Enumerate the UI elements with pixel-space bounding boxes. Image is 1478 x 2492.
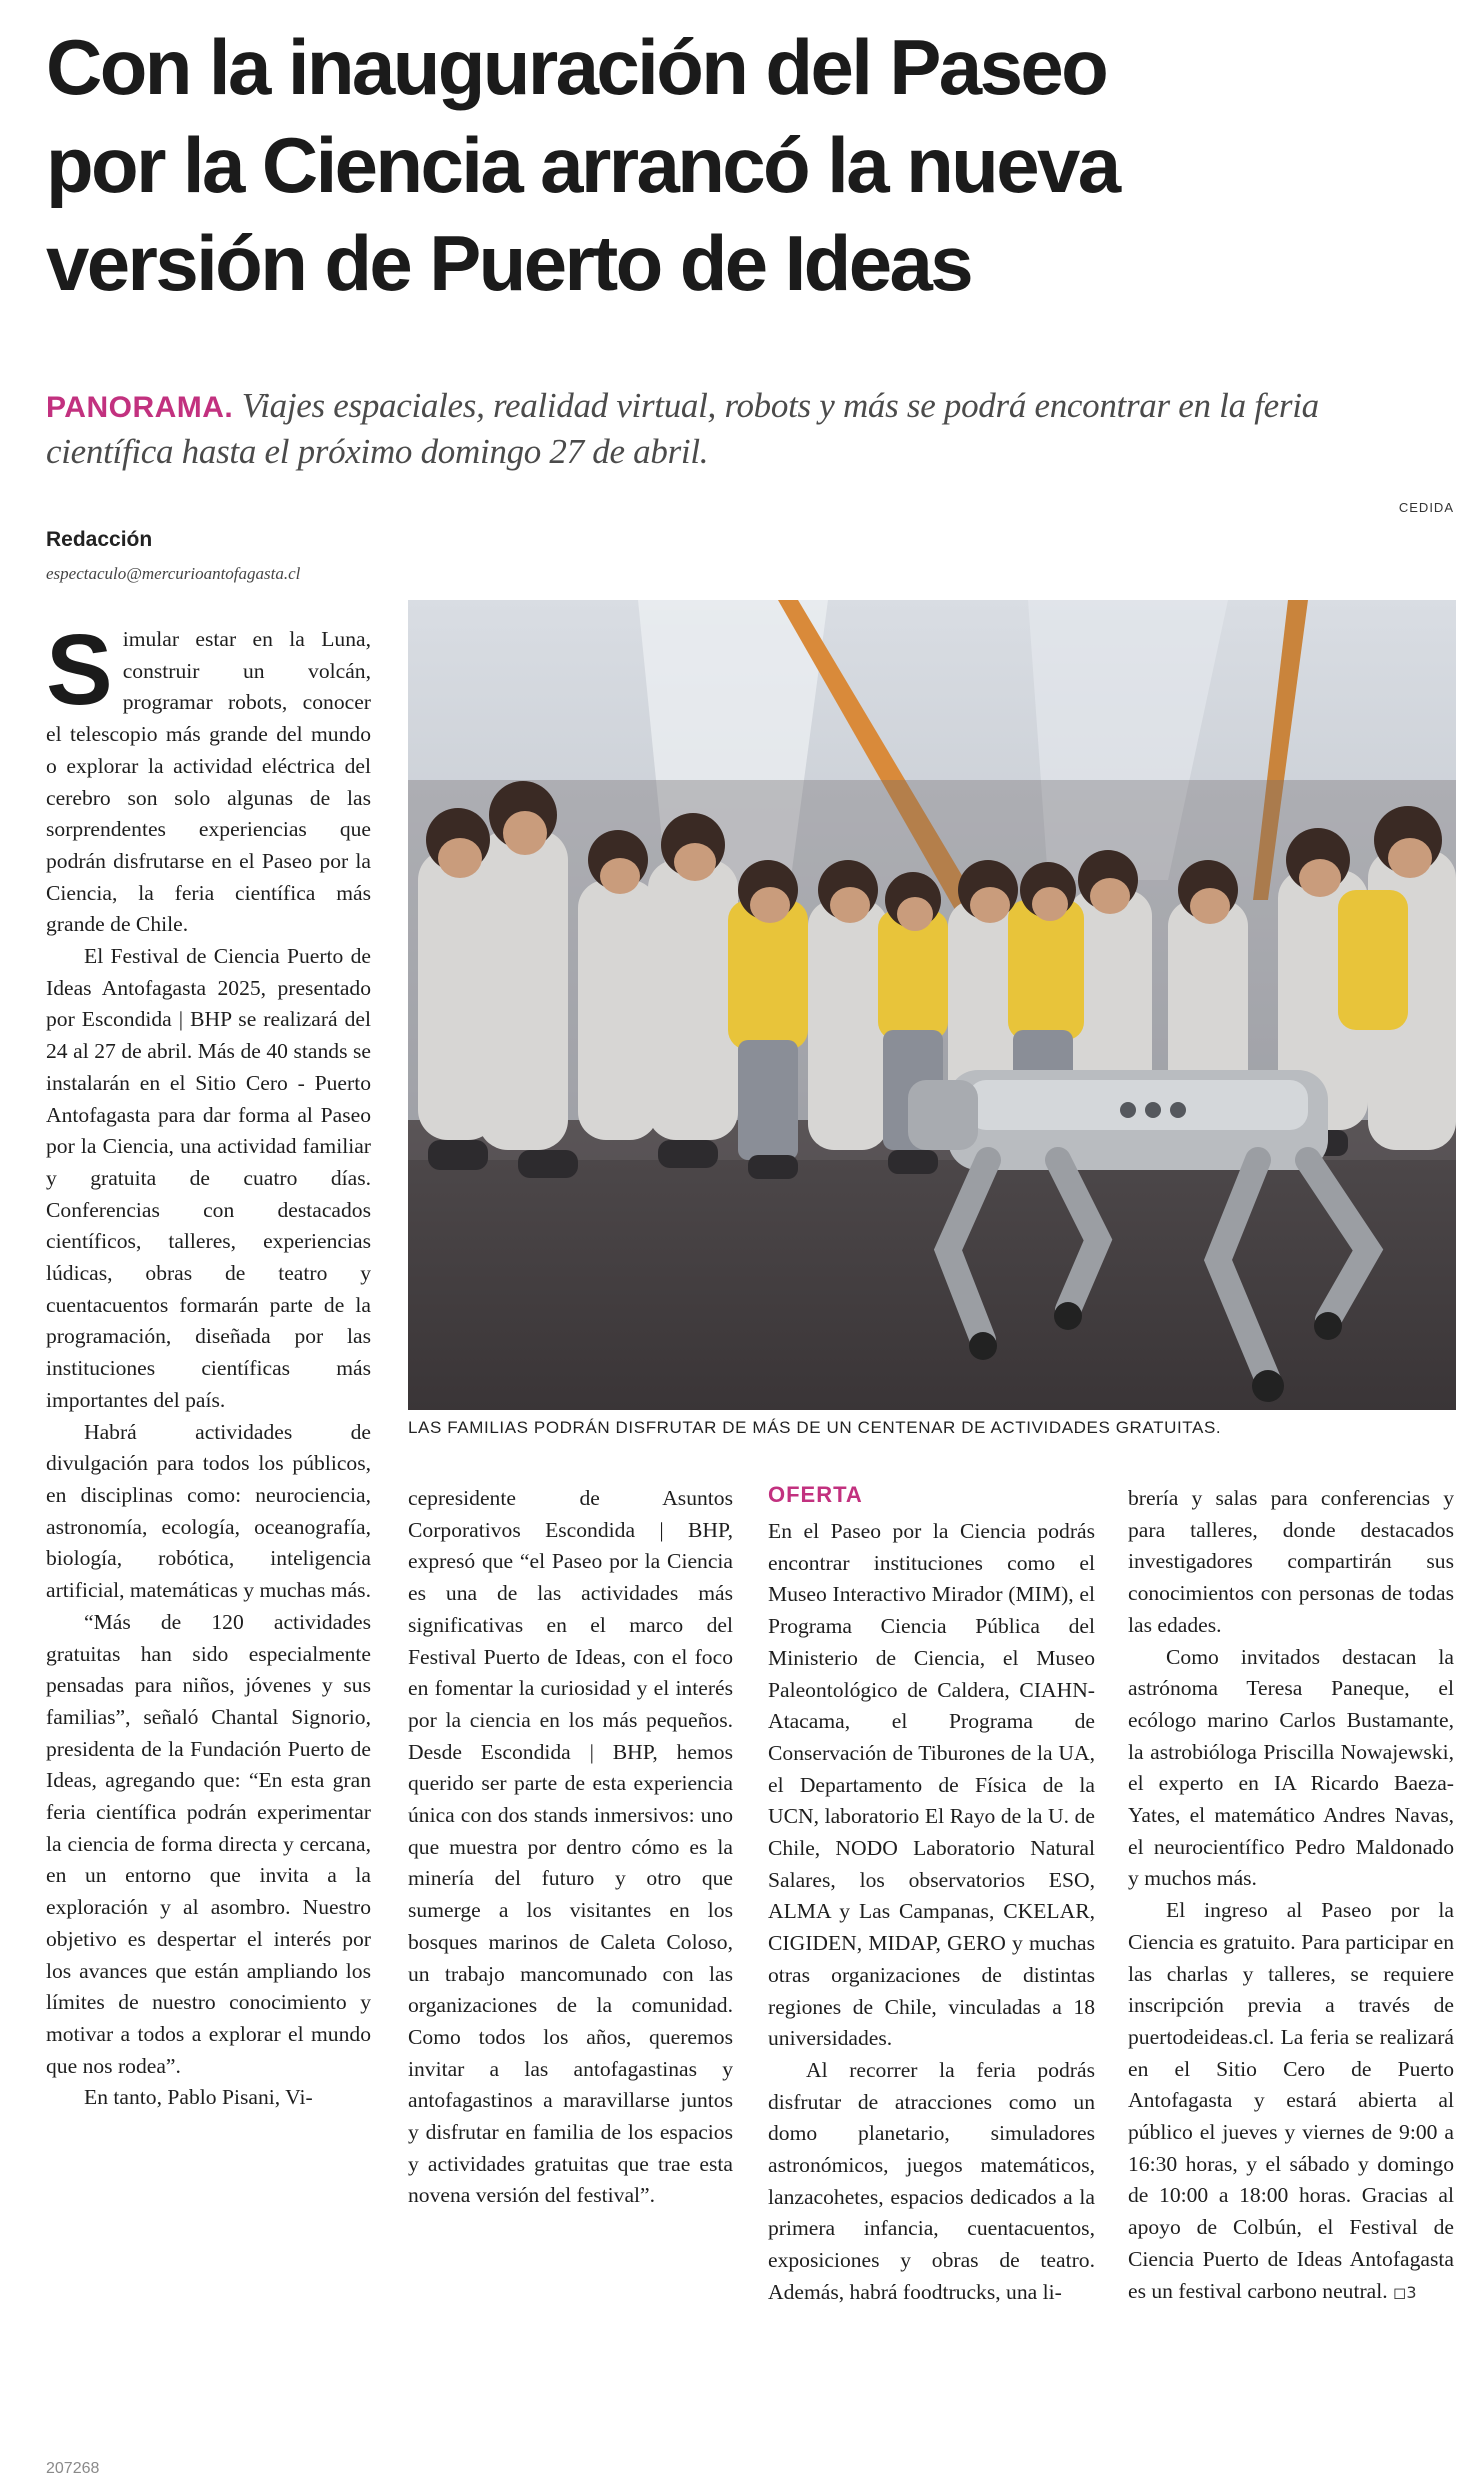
- body-column-4: [1128, 1483, 1454, 2308]
- author-email: espectaculo@mercurioantofagasta.cl: [46, 564, 301, 583]
- paragraph: El ingreso al Paseo por la Ciencia es gratuito. Para participar en las charlas y talleres, se requiere inscripción previa a través de puertodeideas.cl. La feria se realizará en el Sitio Cero de Puerto Antofagasta y estará abierta al público el jueves y viernes de 9:00 a 16:30 horas, y el sábado y domingo de 10:00 a 18:00 horas. Gracias al apoyo de Colbún, el Festival de Ciencia Puerto de Ideas Antofagasta es un festival carbono neutral. ◻3: [1128, 1898, 1454, 2303]
- photo-illustration: [408, 600, 1456, 1410]
- paragraph: cepresidente de Asuntos Corporativos Escondida | BHP, expresó que “el Paseo por la Ciencia es una de las actividades más significativas en el marco del Festival Puerto de Ideas, con el foco en fomentar la curiosidad y el interés por la ciencia en los más pequeños. Desde Escondida | BHP, hemos querido ser parte de esta experiencia única con dos stands inmersivos: uno que muestra por dentro cómo es la minería del futuro y otro que sumerge a los visitantes en los bosques marinos de Caleta Coloso, un trabajo mancomunado con las organizaciones de la comunidad. Como todos los años, queremos invitar a las antofagastinas y antofagastinos a maravillarse juntos y disfrutar en familia de los espacios y actividades gratuitas que trae esta novena versión del festival”.: [408, 1486, 733, 2208]
- drop-cap: S: [46, 614, 113, 726]
- byline: Redacción: [46, 528, 153, 551]
- paragraph: En tanto, Pablo Pisani, Vi-: [84, 2085, 313, 2110]
- photo-caption: LAS FAMILIAS PODRÁN DISFRUTAR DE MÁS DE UN CENTENAR DE ACTIVIDADES GRATUITAS.: [408, 1418, 1222, 1437]
- end-mark-icon: ◻3: [1393, 2282, 1417, 2302]
- body-column-1: [46, 614, 371, 2114]
- paragraph: En el Paseo por la Ciencia podrás encontrar instituciones como el Museo Interactivo Mirador (MIM), el Programa Ciencia Pública del Ministerio de Ciencia, el Museo Paleontológico de Caldera, CIAHN-Atacama, el Programa de Conservación de Tiburones de la UA, el Departamento de Física de la UCN, laboratorio El Rayo de la U. de Chile, NODO Laboratorio Natural Salares, los observatorios ESO, ALMA y Las Campanas, CKELAR, CIGIDEN, MIDAP, GERO y muchas otras organizaciones de distintas regiones de Chile, vinculadas a 18 universidades.: [768, 1519, 1095, 2051]
- kicker: PANORAMA.: [46, 391, 234, 424]
- paragraph: Como invitados destacan la astrónoma Teresa Paneque, el ecólogo marino Carlos Bustamante, la astrobióloga Priscilla Nowajewski, el experto en IA Ricardo Baeza-Yates, el matemático Andres Navas, el neurocientífico Pedro Maldonado y muchos más.: [1128, 1644, 1454, 1891]
- body-column-2: [408, 1483, 733, 2212]
- photo-credit: CEDIDA: [1398, 500, 1454, 515]
- deck: [46, 384, 1446, 474]
- deck-text: Viajes espaciales, realidad virtual, robots y más se podrá encontrar en la feria científica hasta el próximo domingo 27 de abril.: [46, 386, 1319, 471]
- headline-line: versión de Puerto de Ideas: [46, 219, 972, 307]
- paragraph: brería y salas para conferencias y para talleres, donde destacados investigadores compartirán sus conocimientos con personas de todas las edades.: [1128, 1486, 1454, 1637]
- section-heading: OFERTA: [768, 1482, 863, 1507]
- paragraph: “Más de 120 actividades gratuitas han sido especialmente pensadas para niños, jóvenes y sus familias”, señaló Chantal Signorio, presidenta de la Fundación Puerto de Ideas, agregando que: “En esta gran feria científica podrán experimentar la ciencia de forma directa y cercana, en un entorno que invita a la exploración y al asombro. Nuestro objetivo es despertar el interés por los avances que están ampliando los límites de nuestro conocimiento y motivar a todos a explorar el mundo que nos rodea”.: [46, 1609, 371, 2078]
- body-column-3: [768, 1516, 1095, 2309]
- paragraph: Simular estar en la Luna, construir un volcán, programar robots, conocer el telescopio más grande del mundo o explorar la actividad eléctrica del cerebro son solo algunas de las sorprendentes experiencias que podrán disfrutarse en el Paseo por la Ciencia, la feria científica más grande de Chile.: [46, 614, 371, 937]
- paragraph: Al recorrer la feria podrás disfrutar de atracciones como un domo planetario, simuladores astronómicos, juegos matemáticos, lanzacohetes, espacios dedicados a la primera infancia, cuentacuentos, exposiciones y obras de teatro. Además, habrá foodtrucks, una li-: [768, 2057, 1095, 2304]
- headline-line: Con la inauguración del Paseo: [46, 23, 1107, 111]
- paragraph: Habrá actividades de divulgación para todos los públicos, en disciplinas como: neurociencia, astronomía, ecología, oceanografía, biología, robótica, inteligencia artificial, matemáticas y muchas más.: [46, 1419, 371, 1603]
- headline-line: por la Ciencia arrancó la nueva: [46, 121, 1119, 209]
- article-photo: [408, 600, 1456, 1410]
- headline: [46, 18, 1446, 312]
- page-id: 207268: [46, 2460, 100, 2477]
- paragraph: El Festival de Ciencia Puerto de Ideas Antofagasta 2025, presentado por Escondida | BHP se realizará del 24 al 27 de abril. Más de 40 stands se instalarán en el Sitio Cero - Puerto Antofagasta para dar forma al Paseo por la Ciencia, una actividad familiar y gratuita de cuatro días. Conferencias con destacados científicos, talleres, experiencias lúdicas, obras de teatro y cuentacuentos formarán parte de la programación, diseñada por las instituciones científicas más importantes del país.: [46, 944, 371, 1412]
